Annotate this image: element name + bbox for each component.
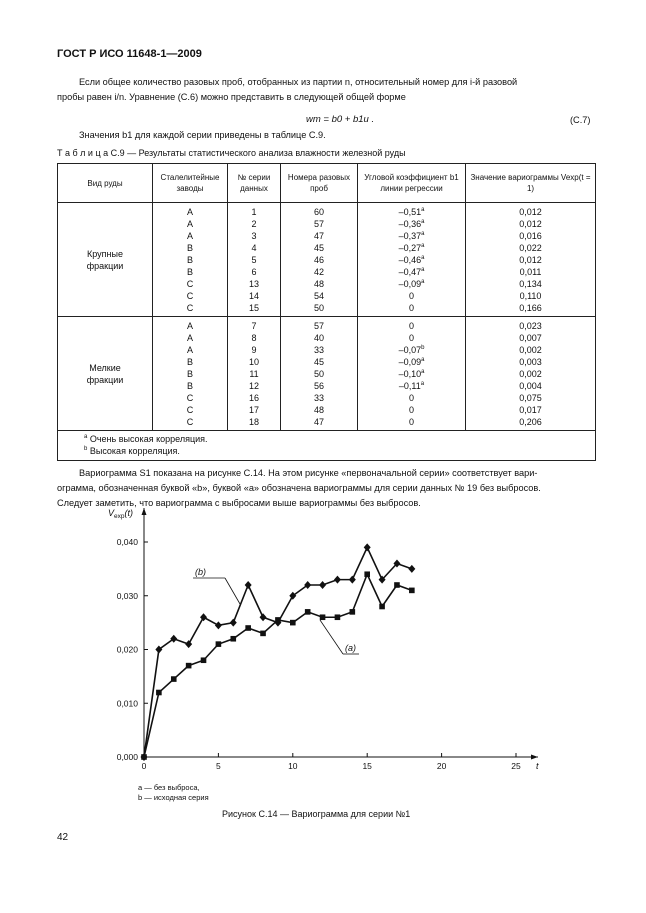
legend-line-b: b — исходная серия [138,793,209,802]
samples-cell: 56 [281,380,358,392]
x-tick-label: 5 [216,761,221,771]
plant-cell: A [153,332,228,344]
series-cell: 9 [228,344,281,356]
plant-cell: C [153,392,228,404]
series-point [379,604,385,610]
variogram-cell: 0,007 [466,332,596,344]
series-label-b: (b) [195,567,206,577]
footnote-mark: b [421,345,425,351]
series-point [304,581,311,589]
header-series: № серии данных [228,164,281,203]
paragraph-1-line-2: пробы равен i/n. Уравнение (С.6) можно представить в следующей общей форме [57,92,406,102]
header-samples: Номера разовых проб [281,164,358,203]
plant-cell: C [153,416,228,431]
samples-cell: 54 [281,290,358,302]
series-point [245,625,251,631]
series-cell: 5 [228,254,281,266]
samples-cell: 40 [281,332,358,344]
document-header: ГОСТ Р ИСО 11648-1—2009 [57,48,202,60]
series-point [216,641,222,647]
series-cell: 14 [228,290,281,302]
series-point [155,646,162,654]
series-point [320,614,326,620]
coefficient-cell: 0 [358,317,466,333]
series-point [230,619,237,627]
samples-cell: 48 [281,278,358,290]
x-tick-label: 20 [436,761,447,771]
samples-cell: 50 [281,302,358,317]
series-point [350,609,356,615]
series-point [260,613,267,621]
paragraph-3-line-1: Вариограмма S1 показана на рисунке С.14. На этом рисунке «первоначальной серии» соответствует вари- [79,468,538,478]
header-ore-type: Вид руды [58,164,153,203]
variogram-cell: 0,134 [466,278,596,290]
samples-cell: 33 [281,392,358,404]
footnote-mark: a [421,267,425,273]
series-cell: 3 [228,230,281,242]
series-cell: 11 [228,368,281,380]
series-point [305,609,311,615]
variogram-cell: 0,002 [466,344,596,356]
y-tick-label: 0,000 [116,752,138,762]
samples-cell: 47 [281,416,358,431]
plant-cell: B [153,242,228,254]
y-tick-label: 0,010 [116,698,138,709]
plant-cell: A [153,203,228,219]
series-point [409,588,415,594]
footnote-mark: a [420,381,425,387]
series-point [245,581,252,589]
x-tick-label: 15 [362,761,372,771]
samples-cell: 46 [281,254,358,266]
footnote-mark: a [421,279,425,285]
samples-cell: 57 [281,317,358,333]
variogram-cell: 0,166 [466,302,596,317]
footnote-mark: a [421,219,425,225]
coefficient-cell: –0,09$^a$ [358,356,466,368]
plant-cell: C [153,404,228,416]
series-cell: 16 [228,392,281,404]
plant-cell: C [153,302,228,317]
footnote: $^a$ Очень высокая корреляция. [84,434,208,444]
series-label-a: (a) [345,643,356,653]
series-cell: 8 [228,332,281,344]
series-cell: 1 [228,203,281,219]
x-tick-label: 0 [141,761,147,771]
x-tick-label: 10 [288,761,298,771]
footnote-mark: a [421,243,425,249]
series-line [144,547,412,757]
variogram-cell: 0,110 [466,290,596,302]
footnote-mark: a [421,255,425,261]
variogram-cell: 0,075 [466,392,596,404]
plant-cell: A [153,230,228,242]
series-cell: 6 [228,266,281,278]
series-point [170,635,177,643]
series-cell: 2 [228,218,281,230]
series-point [364,543,371,551]
figure-caption: Рисунок С.14 — Вариограмма для серии №1 [222,809,411,819]
plant-cell: B [153,356,228,368]
ore-type-cell: Мелкие фракции [58,317,153,431]
x-tick-label: 25 [511,761,521,771]
header-variogram: Значение вариограммы Vexp(t = 1) [466,164,596,203]
series-cell: 10 [228,356,281,368]
coefficient-cell: –0,11$^a$ [358,380,466,392]
series-point [171,676,177,682]
variogram-cell: 0,022 [466,242,596,254]
samples-cell: 47 [281,230,358,242]
series-point [260,631,266,637]
footnote-mark: a [421,231,425,237]
samples-cell: 33 [281,344,358,356]
coefficient-cell: –0,37$^a$ [358,230,466,242]
coefficient-cell: –0,10$^a$ [358,368,466,380]
series-point [335,614,341,620]
plant-cell: C [153,290,228,302]
ore-type-cell: Крупные фракции [58,203,153,317]
table-caption: Т а б л и ц а С.9 — Результаты статистического анализа влажности железной руды [57,148,406,158]
coefficient-cell: –0,51$^a$ [358,203,466,219]
coefficient-cell: 0 [358,332,466,344]
paragraph-3-line-3: Следует заметить, что вариограмма с выбросами выше вариограммы без выбросов. [57,498,421,508]
plant-cell: A [153,317,228,333]
coefficient-cell: –0,27$^a$ [358,242,466,254]
coefficient-cell: –0,46$^a$ [358,254,466,266]
series-point [364,571,370,577]
plant-cell: C [153,278,228,290]
series-cell: 18 [228,416,281,431]
series-cell: 12 [228,380,281,392]
samples-cell: 60 [281,203,358,219]
formula-number: (С.7) [570,115,591,125]
series-cell: 17 [228,404,281,416]
coefficient-cell: 0 [358,302,466,317]
samples-cell: 50 [281,368,358,380]
y-tick-label: 0,030 [116,590,138,601]
coefficient-cell: 0 [358,416,466,431]
coefficient-cell: 0 [358,404,466,416]
samples-cell: 45 [281,356,358,368]
series-point [186,663,192,669]
variogram-cell: 0,023 [466,317,596,333]
leader-line [320,620,343,654]
paragraph-1-line-1: Если общее количество разовых проб, отобранных из партии n, относительный номер для i-й разовой [79,77,518,87]
chart-legend [138,783,209,803]
legend-line-a: a — без выброса, [138,783,200,792]
plant-cell: B [153,266,228,278]
series-point [156,690,162,696]
series-cell: 4 [228,242,281,254]
coefficient-cell: –0,47$^a$ [358,266,466,278]
series-point [394,582,400,588]
variogram-cell: 0,016 [466,230,596,242]
plant-cell: B [153,380,228,392]
series-point [141,754,147,760]
variogram-cell: 0,012 [466,254,596,266]
variogram-cell: 0,004 [466,380,596,392]
y-tick-label: 0,040 [116,537,138,547]
paragraph-3-line-2: ограмма, обозначенная буквой «b», буквой «a» обозначена вариограммы для серии данных № 19 без выбросов. [57,483,541,493]
series-point [275,617,281,623]
series-line [144,574,412,757]
series-point [215,621,222,629]
variogram-cell: 0,003 [466,356,596,368]
variogram-cell: 0,206 [466,416,596,431]
variogram-cell: 0,012 [466,203,596,219]
series-point [319,581,326,589]
coefficient-cell: –0,09$^a$ [358,278,466,290]
coefficient-cell: 0 [358,392,466,404]
paragraph-2: Значения b1 для каждой серии приведены в таблице С.9. [79,130,326,140]
header-plants: Сталелитейные заводы [153,164,228,203]
series-point [334,576,341,584]
coefficient-cell: –0,07$^b$ [358,344,466,356]
plant-cell: A [153,344,228,356]
coefficient-cell: –0,36$^a$ [358,218,466,230]
plant-cell: B [153,368,228,380]
series-point [290,620,296,626]
samples-cell: 57 [281,218,358,230]
variogram-cell: 0,012 [466,218,596,230]
x-axis-label: t [536,761,539,771]
page-number: 42 [57,832,69,843]
y-axis-arrow [142,508,147,515]
variogram-cell: 0,011 [466,266,596,278]
formula: wm = b0 + b1u . [306,114,375,125]
leader-line [225,578,240,604]
series-point [201,657,207,663]
series-cell: 15 [228,302,281,317]
footnote-mark: a [421,207,425,213]
footnote-mark: a [421,357,425,363]
samples-cell: 48 [281,404,358,416]
plant-cell: A [153,218,228,230]
series-point [230,636,236,642]
series-cell: 7 [228,317,281,333]
samples-cell: 42 [281,266,358,278]
coefficient-cell: 0 [358,290,466,302]
samples-cell: 45 [281,242,358,254]
series-point [349,576,356,584]
x-axis-arrow [531,755,538,760]
header-coefficient: Угловой коэффициент b1 линии регрессии [358,164,466,203]
footnote: $^b$ Высокая корреляция. [84,446,180,456]
series-point [408,565,415,573]
y-tick-label: 0,020 [116,644,138,655]
footnote-mark: a [421,369,425,375]
y-axis-label: $V_{exp}(t)$ [108,508,133,520]
plant-cell: B [153,254,228,266]
series-cell: 13 [228,278,281,290]
variogram-cell: 0,002 [466,368,596,380]
variogram-cell: 0,017 [466,404,596,416]
